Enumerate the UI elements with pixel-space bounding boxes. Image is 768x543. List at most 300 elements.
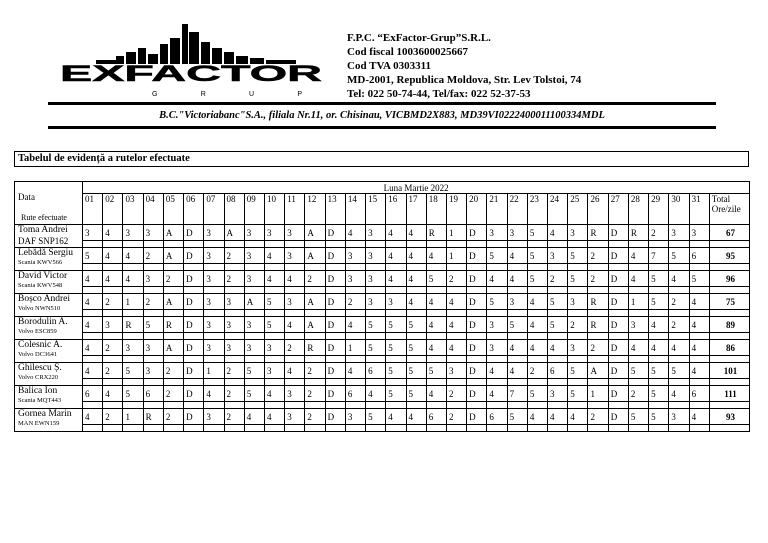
day-value: 4 bbox=[406, 271, 426, 287]
empty-cell bbox=[305, 264, 325, 271]
day-value: R bbox=[143, 409, 163, 425]
empty-cell bbox=[527, 264, 547, 271]
day-value: 2 bbox=[305, 363, 325, 379]
empty-cell bbox=[669, 310, 689, 317]
day-value: 3 bbox=[123, 225, 143, 241]
empty-cell bbox=[184, 333, 204, 340]
day-value: 5 bbox=[386, 363, 406, 379]
empty-cell bbox=[628, 310, 648, 317]
day-value: 3 bbox=[487, 340, 507, 356]
day-value: 4 bbox=[83, 271, 103, 287]
day-value: 5 bbox=[669, 363, 689, 379]
empty-cell bbox=[426, 241, 446, 248]
empty-cell bbox=[548, 379, 568, 386]
day-value: 5 bbox=[406, 340, 426, 356]
empty-cell bbox=[386, 356, 406, 363]
day-value: 5 bbox=[366, 340, 386, 356]
day-value: 1 bbox=[123, 294, 143, 310]
empty-cell bbox=[467, 264, 487, 271]
day-value: 3 bbox=[568, 294, 588, 310]
routes-table bbox=[14, 181, 750, 432]
empty-cell bbox=[649, 264, 669, 271]
empty-cell bbox=[467, 310, 487, 317]
day-header: 25 bbox=[568, 194, 588, 225]
empty-cell bbox=[467, 379, 487, 386]
day-value: 4 bbox=[527, 409, 547, 425]
day-value: 5 bbox=[649, 271, 669, 287]
empty-cell bbox=[588, 241, 608, 248]
month-header: Luna Martie 2022 bbox=[83, 182, 750, 194]
empty-cell bbox=[325, 425, 345, 432]
driver-cell bbox=[15, 294, 83, 317]
header-divider-top bbox=[48, 102, 716, 105]
day-value: 2 bbox=[163, 363, 183, 379]
empty-cell bbox=[426, 287, 446, 294]
empty-cell bbox=[588, 425, 608, 432]
empty-cell bbox=[83, 241, 103, 248]
empty-cell bbox=[103, 310, 123, 317]
day-value: 5 bbox=[548, 317, 568, 333]
day-value: 4 bbox=[669, 386, 689, 402]
vehicle-plate: Volvo NWN510 bbox=[18, 305, 61, 312]
empty-cell bbox=[689, 310, 709, 317]
vehicle-plate: Scania MQT443 bbox=[18, 397, 62, 404]
empty-cell bbox=[345, 333, 365, 340]
day-header: 20 bbox=[467, 194, 487, 225]
empty-cell bbox=[386, 310, 406, 317]
day-value: 4 bbox=[487, 386, 507, 402]
empty-cell bbox=[568, 287, 588, 294]
day-value: 4 bbox=[507, 340, 527, 356]
empty-cell bbox=[487, 402, 507, 409]
row-spacer bbox=[15, 356, 750, 363]
day-value: A bbox=[163, 225, 183, 241]
day-value: 3 bbox=[204, 409, 224, 425]
empty-cell bbox=[325, 264, 345, 271]
day-value: D bbox=[325, 248, 345, 264]
empty-cell bbox=[325, 356, 345, 363]
table-row bbox=[15, 294, 750, 310]
day-header: 19 bbox=[446, 194, 466, 225]
empty-cell bbox=[568, 310, 588, 317]
day-value: D bbox=[325, 271, 345, 287]
empty-cell bbox=[305, 287, 325, 294]
day-value: 3 bbox=[143, 225, 163, 241]
day-value: 4 bbox=[628, 271, 648, 287]
day-value: 5 bbox=[123, 386, 143, 402]
empty-cell bbox=[406, 264, 426, 271]
empty-cell bbox=[406, 287, 426, 294]
empty-cell bbox=[123, 333, 143, 340]
empty-cell bbox=[487, 379, 507, 386]
empty-cell bbox=[366, 333, 386, 340]
day-value: 4 bbox=[426, 317, 446, 333]
empty-cell bbox=[649, 310, 669, 317]
empty-cell bbox=[345, 264, 365, 271]
day-value: 6 bbox=[548, 363, 568, 379]
day-value: 5 bbox=[83, 248, 103, 264]
empty-cell bbox=[204, 356, 224, 363]
day-value: D bbox=[325, 386, 345, 402]
day-value: 4 bbox=[406, 409, 426, 425]
empty-cell bbox=[184, 356, 204, 363]
row-spacer bbox=[15, 287, 750, 294]
day-value: 4 bbox=[264, 386, 284, 402]
day-header: 23 bbox=[527, 194, 547, 225]
empty-cell bbox=[588, 310, 608, 317]
row-spacer bbox=[15, 425, 750, 432]
day-value: D bbox=[608, 271, 628, 287]
empty-cell bbox=[426, 402, 446, 409]
empty-cell bbox=[446, 287, 466, 294]
day-value: D bbox=[184, 248, 204, 264]
day-value: D bbox=[184, 317, 204, 333]
empty-cell bbox=[83, 379, 103, 386]
day-value: 3 bbox=[548, 248, 568, 264]
table-row bbox=[15, 363, 750, 379]
empty-cell bbox=[608, 356, 628, 363]
empty-cell bbox=[628, 287, 648, 294]
day-value: 4 bbox=[345, 225, 365, 241]
empty-cell bbox=[628, 379, 648, 386]
day-value: 1 bbox=[204, 363, 224, 379]
day-value: D bbox=[184, 386, 204, 402]
empty-cell bbox=[264, 356, 284, 363]
day-value: 6 bbox=[366, 363, 386, 379]
day-value: D bbox=[608, 248, 628, 264]
vehicle-plate: Volvo DC3641 bbox=[18, 351, 58, 358]
row-spacer bbox=[15, 379, 750, 386]
day-value: 5 bbox=[689, 271, 709, 287]
day-value: 4 bbox=[548, 409, 568, 425]
day-value: D bbox=[608, 294, 628, 310]
day-header: 05 bbox=[163, 194, 183, 225]
day-value: 2 bbox=[163, 409, 183, 425]
empty-cell bbox=[123, 287, 143, 294]
day-value: 5 bbox=[386, 386, 406, 402]
vehicle-plate: MAN EWN159 bbox=[18, 420, 60, 427]
empty-cell bbox=[507, 379, 527, 386]
empty-cell bbox=[649, 379, 669, 386]
empty-cell bbox=[285, 379, 305, 386]
empty-cell bbox=[143, 333, 163, 340]
empty-cell bbox=[669, 402, 689, 409]
day-value: 4 bbox=[345, 363, 365, 379]
empty-cell bbox=[345, 402, 365, 409]
empty-cell bbox=[224, 287, 244, 294]
empty-cell bbox=[588, 264, 608, 271]
empty-cell bbox=[608, 333, 628, 340]
day-value: 3 bbox=[143, 340, 163, 356]
empty-cell bbox=[649, 333, 669, 340]
day-value: 2 bbox=[345, 294, 365, 310]
driver-cell bbox=[15, 225, 83, 248]
day-value: D bbox=[184, 363, 204, 379]
day-value: 5 bbox=[143, 317, 163, 333]
empty-cell bbox=[143, 241, 163, 248]
day-value: 2 bbox=[224, 363, 244, 379]
empty-cell bbox=[669, 264, 689, 271]
day-value: R bbox=[628, 225, 648, 241]
total-value: 86 bbox=[709, 340, 749, 356]
empty-cell bbox=[184, 379, 204, 386]
day-value: 2 bbox=[224, 386, 244, 402]
driver-name: Boșco Andrei bbox=[18, 294, 70, 304]
day-value: 3 bbox=[204, 271, 224, 287]
empty-cell bbox=[345, 241, 365, 248]
vat-code: Cod TVA 0303311 bbox=[347, 60, 431, 72]
row-spacer bbox=[15, 241, 750, 248]
day-value: 5 bbox=[406, 317, 426, 333]
empty-cell bbox=[143, 402, 163, 409]
empty-cell bbox=[123, 379, 143, 386]
day-value: 5 bbox=[264, 294, 284, 310]
empty-cell bbox=[426, 310, 446, 317]
day-value: 5 bbox=[527, 271, 547, 287]
day-value: 3 bbox=[345, 248, 365, 264]
day-value: 2 bbox=[163, 386, 183, 402]
day-header: 11 bbox=[285, 194, 305, 225]
empty-cell bbox=[285, 287, 305, 294]
day-value: 4 bbox=[83, 363, 103, 379]
empty-cell bbox=[285, 264, 305, 271]
empty-cell bbox=[689, 402, 709, 409]
empty-cell bbox=[709, 356, 749, 363]
day-value: 2 bbox=[669, 294, 689, 310]
empty-cell bbox=[649, 425, 669, 432]
day-value: D bbox=[325, 225, 345, 241]
empty-cell bbox=[345, 425, 365, 432]
empty-cell bbox=[527, 379, 547, 386]
empty-cell bbox=[628, 241, 648, 248]
empty-cell bbox=[446, 264, 466, 271]
day-value: 2 bbox=[143, 248, 163, 264]
empty-cell bbox=[386, 379, 406, 386]
day-value: 3 bbox=[224, 340, 244, 356]
empty-cell bbox=[608, 379, 628, 386]
empty-cell bbox=[386, 287, 406, 294]
day-value: 4 bbox=[669, 340, 689, 356]
empty-cell bbox=[507, 402, 527, 409]
empty-cell bbox=[527, 287, 547, 294]
fiscal-code: Cod fiscal 1003600025667 bbox=[347, 46, 468, 58]
day-header: 26 bbox=[588, 194, 608, 225]
empty-cell bbox=[143, 425, 163, 432]
day-value: 5 bbox=[507, 409, 527, 425]
day-value: 4 bbox=[689, 340, 709, 356]
day-header: 03 bbox=[123, 194, 143, 225]
empty-cell bbox=[426, 264, 446, 271]
empty-cell bbox=[649, 287, 669, 294]
empty-cell bbox=[689, 287, 709, 294]
empty-cell bbox=[163, 310, 183, 317]
day-value: 2 bbox=[649, 225, 669, 241]
day-value: 4 bbox=[527, 317, 547, 333]
day-value: D bbox=[608, 386, 628, 402]
empty-cell bbox=[83, 425, 103, 432]
day-value: 4 bbox=[386, 225, 406, 241]
empty-cell bbox=[669, 287, 689, 294]
empty-cell bbox=[163, 264, 183, 271]
empty-cell bbox=[548, 356, 568, 363]
empty-cell bbox=[548, 425, 568, 432]
day-value: D bbox=[325, 317, 345, 333]
row-spacer bbox=[15, 402, 750, 409]
day-value: 5 bbox=[406, 386, 426, 402]
empty-cell bbox=[163, 425, 183, 432]
day-value: 3 bbox=[224, 317, 244, 333]
empty-cell bbox=[325, 333, 345, 340]
logo-brand: EXFACTOR bbox=[60, 61, 323, 86]
empty-cell bbox=[163, 333, 183, 340]
day-header: 16 bbox=[386, 194, 406, 225]
day-value: 5 bbox=[406, 363, 426, 379]
day-value: 3 bbox=[568, 225, 588, 241]
day-header: 12 bbox=[305, 194, 325, 225]
empty-cell bbox=[264, 333, 284, 340]
empty-cell bbox=[446, 379, 466, 386]
day-value: 5 bbox=[123, 363, 143, 379]
day-value: 4 bbox=[264, 271, 284, 287]
day-header: 02 bbox=[103, 194, 123, 225]
day-value: A bbox=[163, 248, 183, 264]
day-value: 4 bbox=[689, 363, 709, 379]
company-name: F.P.C. “ExFactor-Grup”S.R.L. bbox=[347, 32, 491, 44]
empty-cell bbox=[305, 356, 325, 363]
day-value: R bbox=[123, 317, 143, 333]
day-value: 4 bbox=[446, 294, 466, 310]
day-header: 29 bbox=[649, 194, 669, 225]
day-value: D bbox=[467, 225, 487, 241]
empty-cell bbox=[507, 241, 527, 248]
day-value: D bbox=[467, 248, 487, 264]
empty-cell bbox=[689, 379, 709, 386]
empty-cell bbox=[669, 356, 689, 363]
empty-cell bbox=[305, 310, 325, 317]
total-value: 95 bbox=[709, 248, 749, 264]
day-value: 4 bbox=[487, 363, 507, 379]
empty-cell bbox=[548, 241, 568, 248]
empty-cell bbox=[527, 241, 547, 248]
empty-cell bbox=[709, 264, 749, 271]
total-header: Total Ore/zile bbox=[709, 194, 749, 225]
day-value: 3 bbox=[446, 363, 466, 379]
day-header: 30 bbox=[669, 194, 689, 225]
empty-cell bbox=[366, 287, 386, 294]
empty-cell bbox=[406, 310, 426, 317]
empty-cell bbox=[244, 310, 264, 317]
day-value: 2 bbox=[103, 294, 123, 310]
day-value: 6 bbox=[689, 248, 709, 264]
empty-cell bbox=[305, 425, 325, 432]
empty-cell bbox=[325, 379, 345, 386]
driver-name: Toma Andrei bbox=[18, 225, 68, 235]
empty-cell bbox=[103, 333, 123, 340]
empty-cell bbox=[123, 425, 143, 432]
empty-cell bbox=[487, 333, 507, 340]
empty-cell bbox=[305, 241, 325, 248]
empty-cell bbox=[689, 264, 709, 271]
empty-cell bbox=[689, 425, 709, 432]
empty-cell bbox=[649, 356, 669, 363]
day-value: 4 bbox=[285, 317, 305, 333]
row-spacer bbox=[15, 310, 750, 317]
empty-cell bbox=[224, 425, 244, 432]
day-value: 3 bbox=[204, 248, 224, 264]
day-value: R bbox=[588, 225, 608, 241]
empty-cell bbox=[689, 241, 709, 248]
row-spacer bbox=[15, 333, 750, 340]
day-header: 07 bbox=[204, 194, 224, 225]
day-value: 4 bbox=[649, 340, 669, 356]
empty-cell bbox=[608, 287, 628, 294]
day-value: 2 bbox=[285, 340, 305, 356]
day-value: D bbox=[325, 409, 345, 425]
day-value: 2 bbox=[446, 409, 466, 425]
empty-cell bbox=[204, 425, 224, 432]
header-divider-bottom bbox=[48, 126, 716, 129]
empty-cell bbox=[325, 310, 345, 317]
day-value: A bbox=[244, 294, 264, 310]
day-value: 3 bbox=[204, 294, 224, 310]
empty-cell bbox=[345, 287, 365, 294]
empty-cell bbox=[244, 379, 264, 386]
day-value: 7 bbox=[649, 248, 669, 264]
empty-cell bbox=[467, 402, 487, 409]
routes-label: Rute efectuate bbox=[21, 213, 67, 222]
day-value: 5 bbox=[628, 409, 648, 425]
empty-cell bbox=[224, 333, 244, 340]
day-value: 5 bbox=[649, 409, 669, 425]
day-header: 27 bbox=[608, 194, 628, 225]
table-row bbox=[15, 340, 750, 356]
day-value: 3 bbox=[285, 386, 305, 402]
day-value: 3 bbox=[83, 225, 103, 241]
day-value: 4 bbox=[406, 294, 426, 310]
day-value: 6 bbox=[83, 386, 103, 402]
day-value: 4 bbox=[83, 317, 103, 333]
day-value: 3 bbox=[386, 294, 406, 310]
day-value: 4 bbox=[689, 409, 709, 425]
empty-cell bbox=[123, 310, 143, 317]
table-row bbox=[15, 248, 750, 264]
day-value: 3 bbox=[143, 271, 163, 287]
empty-cell bbox=[143, 310, 163, 317]
empty-cell bbox=[103, 241, 123, 248]
empty-cell bbox=[285, 310, 305, 317]
empty-cell bbox=[305, 402, 325, 409]
day-header: 14 bbox=[345, 194, 365, 225]
day-header: 09 bbox=[244, 194, 264, 225]
table-row bbox=[15, 386, 750, 402]
empty-cell bbox=[305, 333, 325, 340]
empty-cell bbox=[608, 241, 628, 248]
empty-cell bbox=[426, 333, 446, 340]
day-value: 4 bbox=[366, 386, 386, 402]
empty-cell bbox=[224, 310, 244, 317]
day-header: 24 bbox=[548, 194, 568, 225]
day-value: 3 bbox=[366, 248, 386, 264]
day-value: 3 bbox=[123, 340, 143, 356]
day-value: A bbox=[305, 294, 325, 310]
empty-cell bbox=[103, 425, 123, 432]
day-value: D bbox=[325, 294, 345, 310]
empty-cell bbox=[83, 333, 103, 340]
day-value: 2 bbox=[588, 409, 608, 425]
day-value: 4 bbox=[628, 340, 648, 356]
empty-cell bbox=[426, 379, 446, 386]
empty-cell bbox=[548, 402, 568, 409]
